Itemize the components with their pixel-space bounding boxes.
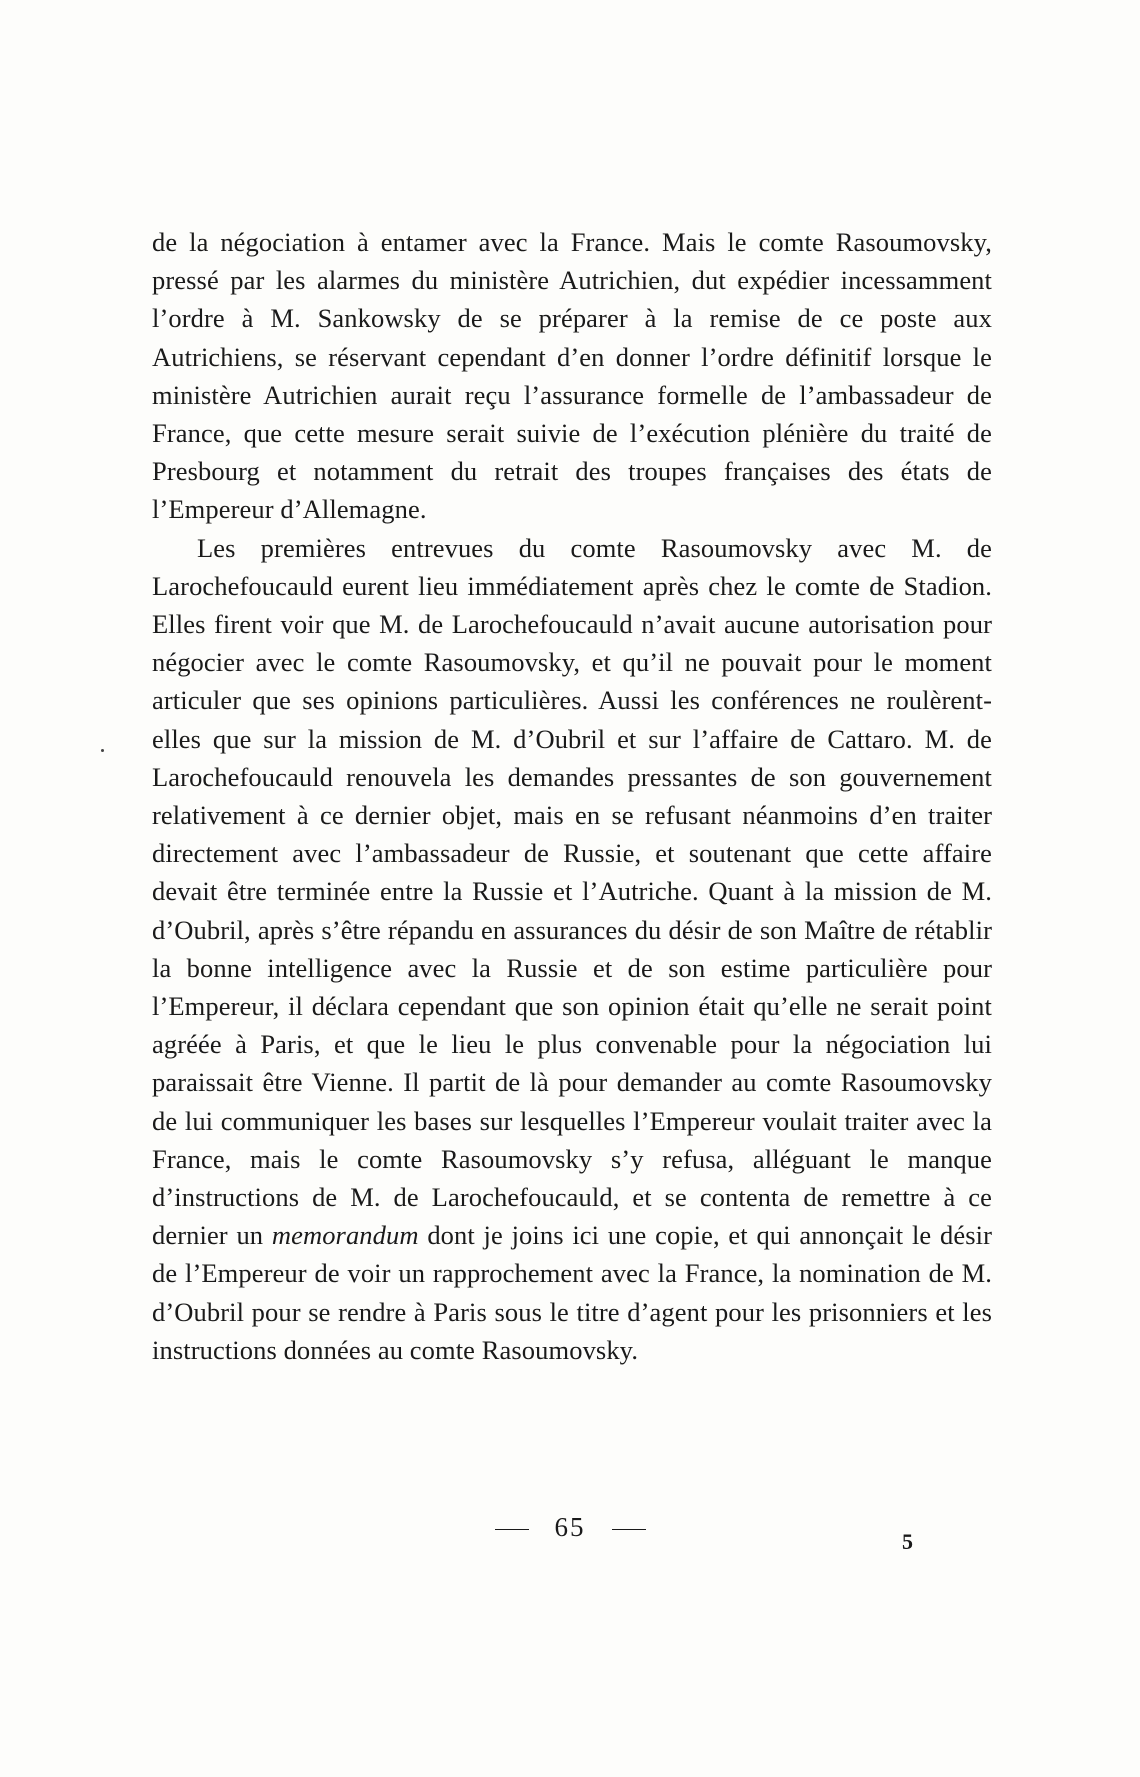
paragraph-text-end: dont je joins ici une copie, et qui annonçait le désir de l’Empereur de voir un rapprochement avec la France, la nomination de M. d’Oubril pour se rendre à Paris sous le titre d’agent pour les prisonniers et les instructions données au comte Rasoumovsky. [152,1220,992,1365]
paragraph-continuation [152,223,992,529]
margin-speck [101,749,104,752]
paragraph-text: Les premières entrevues du comte Rasoumovsky avec M. de Larochefoucauld eurent lieu immédiatement après chez le comte de Stadion. Elles firent voir que M. de Larochefoucauld n’avait aucune autorisation pour négocier avec le comte Rasoumovsky, et qu’il ne pouvait pour le moment articuler que ses opinions particulières. Aussi les conférences ne roulèrent-elles que sur la mission de M. d’Oubril et sur l’affaire de Cattaro. M. de Larochefoucauld renouvela les demandes pressantes de son gouvernement relativement à ce dernier objet, mais en se refusant néanmoins d’en traiter directement avec l’ambassadeur de Russie, et soutenant que cette affaire devait être terminée entre la Russie et l’Autriche. Quant à la mission de M. d’Oubril, après s’être répandu en assurances du désir de son Maître de rétablir la bonne intelligence avec la Russie et de son estime particulière pour l’Empereur, il déclara cependant que son opinion était qu’elle ne serait point agréée à Paris, et que le lieu le plus convenable pour la négociation lui paraissait être Vienne. Il partit de là pour demander au comte Rasoumovsky de lui communiquer les bases sur lesquelles l’Empereur voulait traiter avec la France, mais le comte Rasoumovsky s’y refusa, alléguant le manque d’instructions de M. de Larochefoucauld, et se contenta de remettre à ce dernier un [152,532,992,1251]
paragraph-entrevues [152,529,992,1369]
folio-dash-right [612,1529,646,1530]
signature-mark: 5 [902,1529,913,1554]
page-folio [0,1512,1140,1543]
page-number: 65 [554,1512,586,1542]
paragraph-text: de la négociation à entamer avec la France. Mais le comte Rasoumovsky, pressé par les alarmes du ministère Autrichien, dut expédier incessamment l’ordre à M. Sankowsky de se préparer à la remise de ce poste aux Autrichiens, se réservant cependant d’en donner l’ordre définitif lorsque le ministère Autrichien aurait reçu l’assurance formelle de l’ambassadeur de France, que cette mesure serait suivie de l’exécution plénière du traité de Presbourg et notamment du retrait des troupes françaises des états de l’Empereur d’Allemagne. [152,227,992,525]
folio-dash-left [495,1529,529,1530]
italic-term: memorandum [271,1220,419,1251]
body-text [152,223,992,1369]
